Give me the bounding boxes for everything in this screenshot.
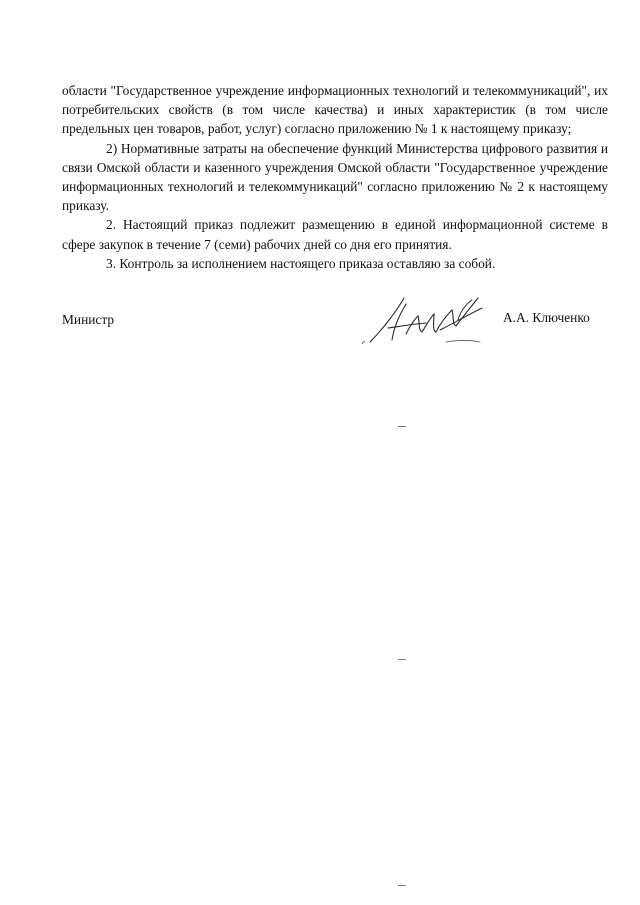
signer-name: А.А. Ключенко: [503, 310, 590, 325]
scan-speck: [398, 425, 406, 428]
document-body: [62, 81, 608, 273]
scan-speck: [398, 884, 406, 887]
signer-position: Министр: [62, 312, 115, 327]
paragraph-2: 2) Нормативные затраты на обеспечение функций Министерства цифрового развития и связи Омской области и казенного учреждения Омской области "Государственное учреждение информационных технологий и телекоммуникаций" согласно приложению № 2 к настоящему приказу.: [62, 140, 608, 214]
scan-speck: [398, 658, 406, 661]
paragraph-3: 2. Настоящий приказ подлежит размещению в единой информационной системе в сфере закупок в течение 7 (семи) рабочих дней со дня его принятия.: [62, 217, 608, 252]
paragraph-1: области "Государственное учреждение информационных технологий и телекоммуникаций", их потребительских свойств (в том числе качества) и иных характеристик (в том числе предельных цен товаров, работ, услуг) согласно приложению № 1 к настоящему приказу;: [62, 83, 608, 137]
paragraph-4: 3. Контроль за исполнением настоящего приказа оставляю за собой.: [106, 255, 496, 271]
handwritten-signature: [362, 290, 502, 350]
signature-block: [62, 290, 608, 350]
